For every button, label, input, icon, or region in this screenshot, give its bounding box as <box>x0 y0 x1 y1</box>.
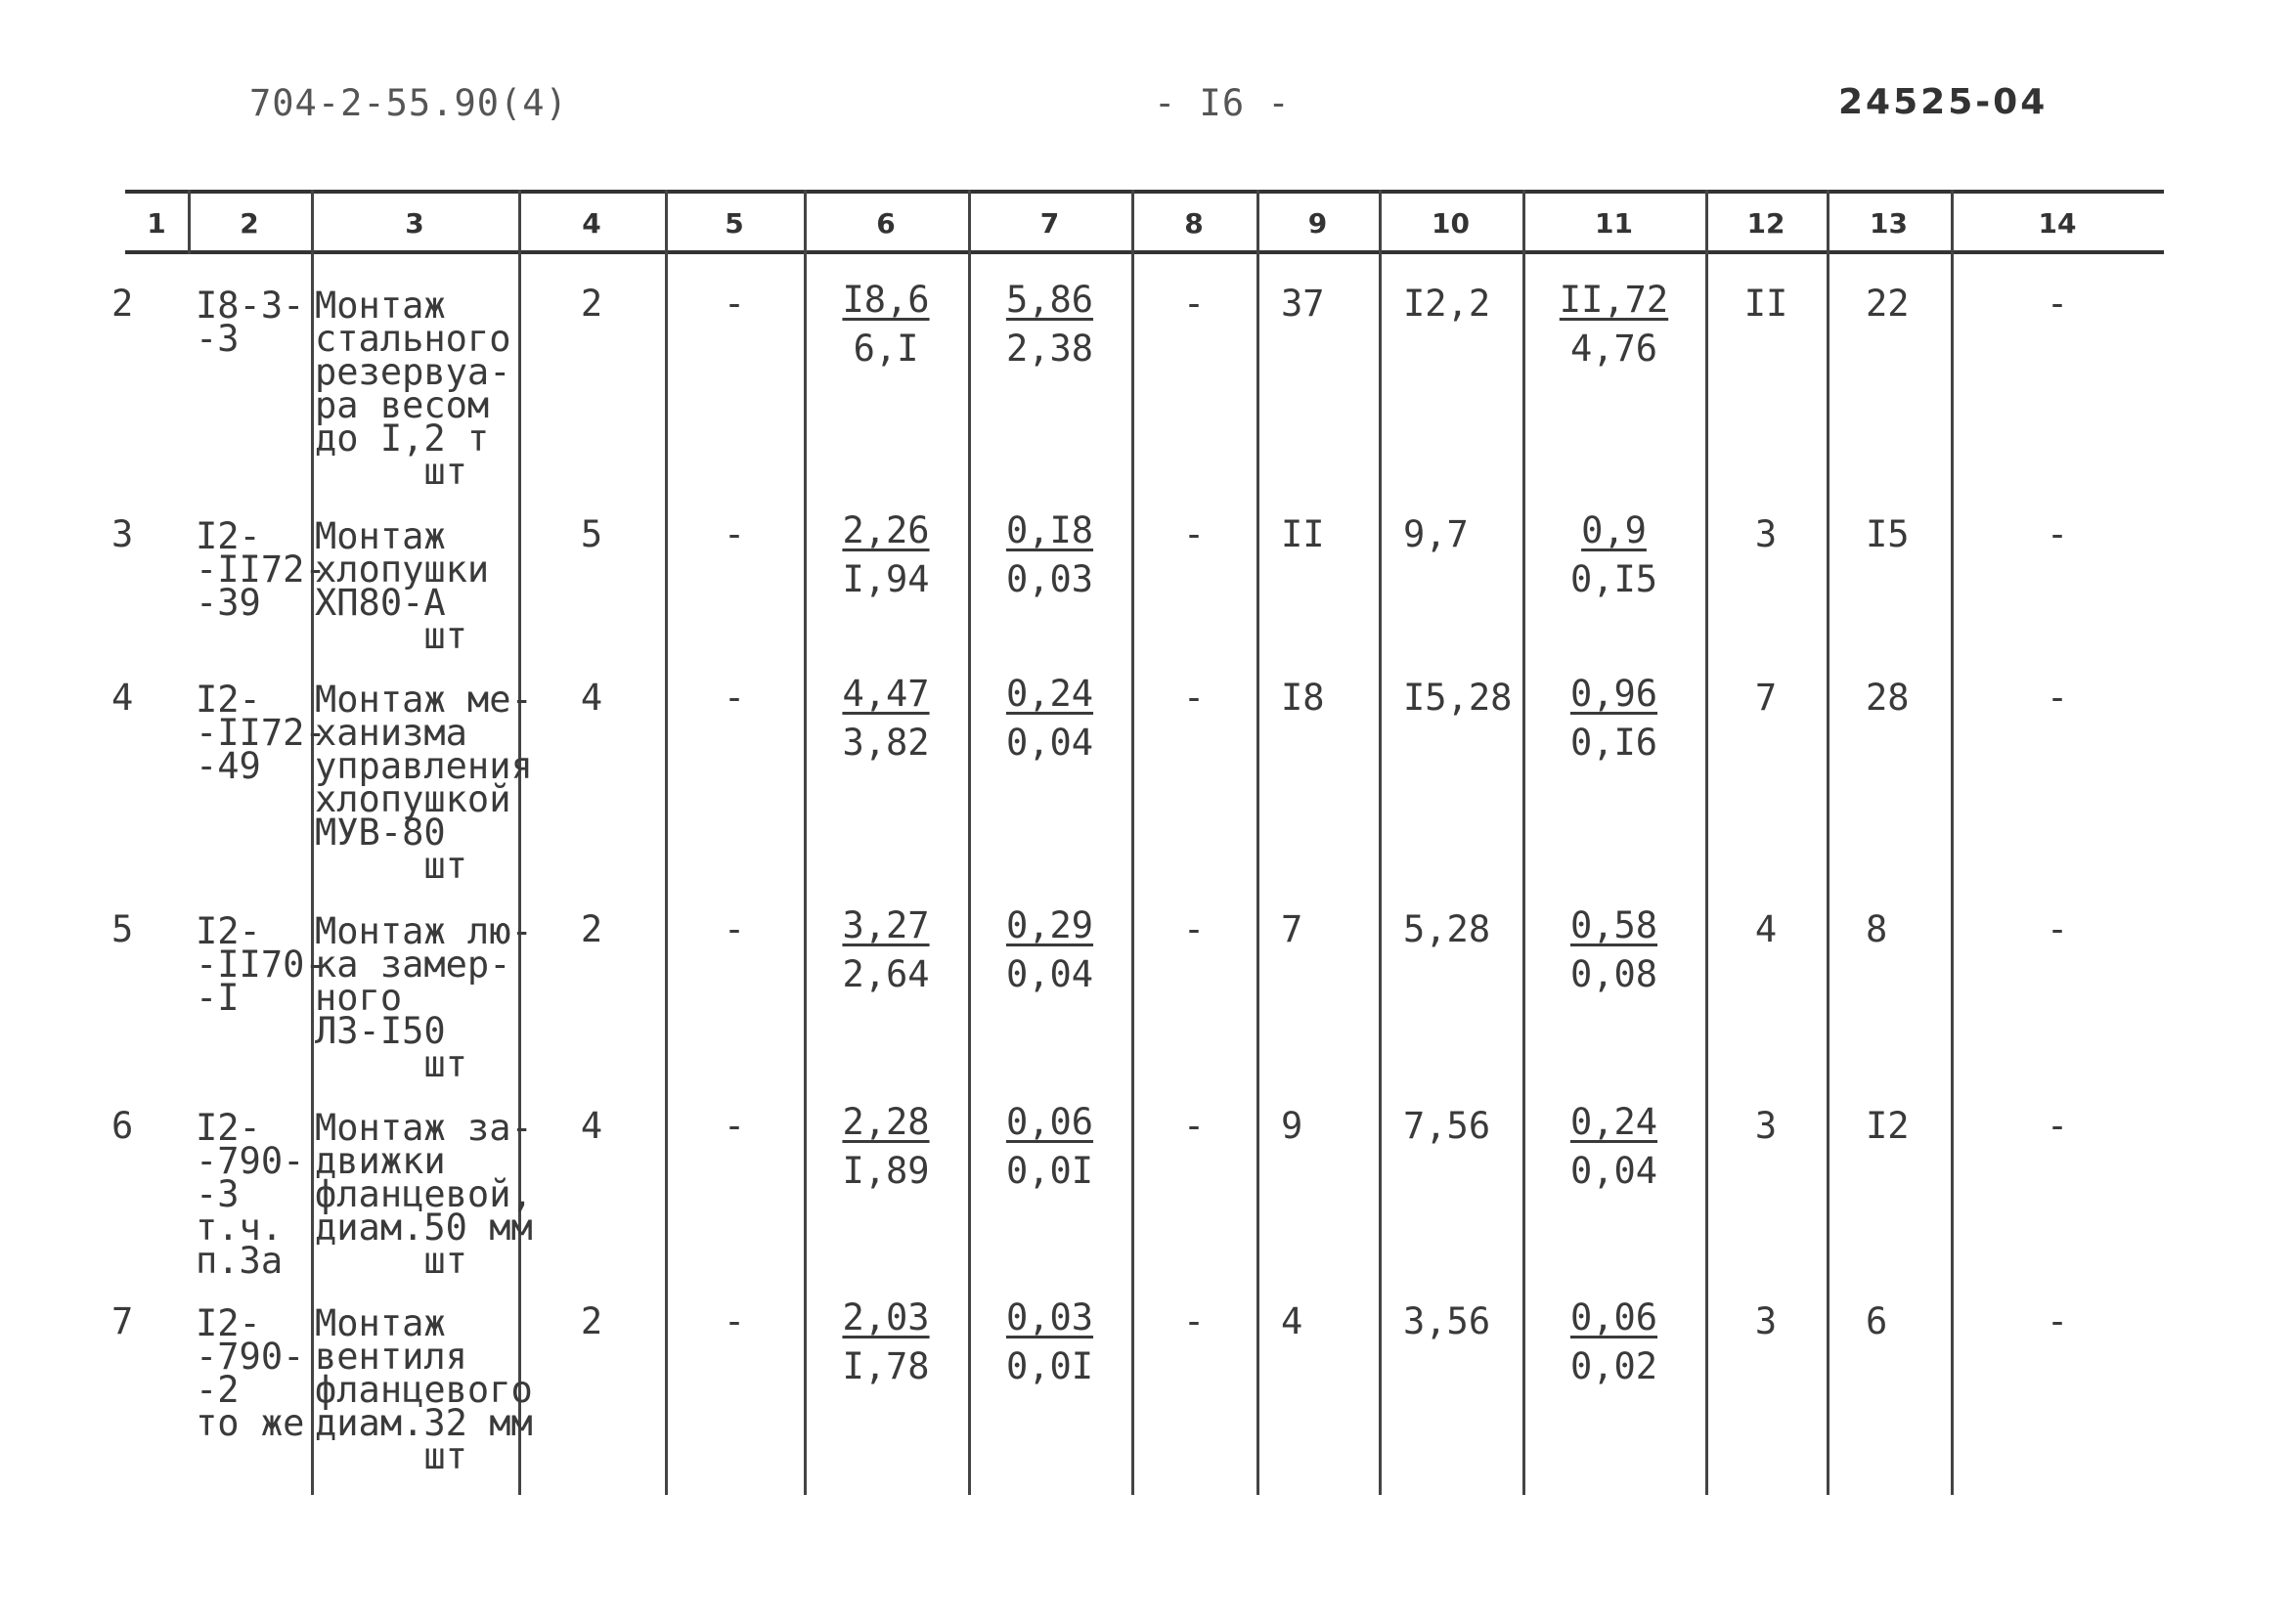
col9-value: 9 <box>1281 1105 1303 1147</box>
col12-value: II <box>1743 283 1788 325</box>
column-number: 2 <box>240 207 259 240</box>
norm-code-line: -3 <box>196 1173 240 1215</box>
column-divider <box>518 190 521 1495</box>
col14-value: - <box>2046 283 2069 325</box>
norm-code-line: -790- <box>196 1140 305 1182</box>
table-top-rule <box>125 190 2164 194</box>
col12-value: 3 <box>1754 1105 1778 1147</box>
column-number: 5 <box>725 207 744 240</box>
col7-fraction-numerator: 0,03 <box>1005 1296 1094 1339</box>
norm-code-line: п.3а <box>196 1240 284 1282</box>
work-description-line: шт <box>315 615 467 657</box>
table-header-rule <box>125 250 2164 254</box>
work-description-line: МУВ-80 <box>315 812 446 854</box>
col8-value: - <box>1182 1300 1206 1342</box>
column-number: 9 <box>1307 207 1328 240</box>
col11-fraction-numerator: 0,58 <box>1569 904 1658 946</box>
col6-fraction <box>804 276 968 373</box>
column-number: 12 <box>1746 207 1785 240</box>
row-number: 5 <box>111 908 134 950</box>
document-code: 704-2-55.90(4) <box>249 82 568 124</box>
col10-value: 9,7 <box>1403 513 1469 555</box>
col11-fraction-numerator: II,72 <box>1559 279 1669 321</box>
col6-fraction-denominator: I,94 <box>842 558 930 600</box>
col8-value: - <box>1182 1105 1206 1147</box>
col6-fraction-numerator: 2,28 <box>842 1101 930 1143</box>
work-description-line: шт <box>315 1240 467 1282</box>
sheet-code: 24525-04 <box>1838 82 2049 122</box>
col6-fraction <box>804 506 968 604</box>
col10-value: I2,2 <box>1403 283 1491 325</box>
col9-value: I8 <box>1281 677 1325 719</box>
col11-fraction <box>1522 901 1705 999</box>
col7-fraction-numerator: 0,06 <box>1005 1101 1094 1143</box>
col6-fraction-numerator: 2,26 <box>842 509 930 551</box>
work-description-line: ного <box>315 977 403 1019</box>
row-number: 3 <box>111 513 134 555</box>
work-description-line: ханизма <box>315 712 467 754</box>
column-divider <box>1827 190 1829 1495</box>
col8-value: - <box>1182 908 1206 950</box>
norm-code-line: -II72- <box>196 549 327 591</box>
col13-value: I5 <box>1866 513 1910 555</box>
col10-value: 5,28 <box>1403 908 1491 950</box>
col13-value: 22 <box>1866 283 1910 325</box>
col6-fraction <box>804 1098 968 1196</box>
column-number: 10 <box>1432 207 1470 240</box>
col12-value: 3 <box>1754 1300 1778 1342</box>
col7-fraction <box>968 1294 1131 1391</box>
row-number: 4 <box>111 677 134 719</box>
col7-fraction-numerator: 0,I8 <box>1005 509 1094 551</box>
col13-value: I2 <box>1866 1105 1910 1147</box>
work-description-line: Монтаж за- <box>315 1107 533 1149</box>
col7-fraction <box>968 670 1131 768</box>
col11-fraction-denominator: 4,76 <box>1569 328 1658 370</box>
col6-fraction <box>804 901 968 999</box>
col7-fraction-denominator: 0,0I <box>1005 1345 1094 1387</box>
column-divider <box>311 190 314 1495</box>
quantity: 2 <box>580 1300 603 1342</box>
row-number: 7 <box>111 1300 134 1342</box>
column-number: 6 <box>876 207 896 240</box>
work-description-line: Монтаж ме- <box>315 679 533 721</box>
col10-value: 3,56 <box>1403 1300 1491 1342</box>
norm-code-line: -II72- <box>196 712 327 754</box>
col5-value: - <box>723 1300 746 1342</box>
quantity: 5 <box>580 513 603 555</box>
column-divider <box>1131 190 1134 1495</box>
column-number: 1 <box>147 207 166 240</box>
col6-fraction-denominator: 2,64 <box>842 953 930 995</box>
row-number: 2 <box>111 283 134 325</box>
col12-value: 4 <box>1754 908 1778 950</box>
col13-value: 6 <box>1866 1300 1888 1342</box>
column-divider <box>1951 190 1954 1495</box>
col11-fraction-numerator: 0,9 <box>1581 509 1647 551</box>
work-description-line: шт <box>315 451 467 493</box>
row-number: 6 <box>111 1105 134 1147</box>
col11-fraction <box>1522 1294 1705 1391</box>
work-description-line: шт <box>315 1043 467 1085</box>
work-description-line: хлопушкой <box>315 778 511 820</box>
col9-value: 7 <box>1281 908 1303 950</box>
norm-code-line: I2- <box>196 515 261 557</box>
col6-fraction-numerator: 2,03 <box>842 1296 930 1339</box>
column-number: 13 <box>1870 207 1908 240</box>
col12-value: 3 <box>1754 513 1778 555</box>
work-description-line: ЛЗ-I50 <box>315 1010 446 1052</box>
col7-fraction-numerator: 0,24 <box>1005 673 1094 715</box>
col8-value: - <box>1182 513 1206 555</box>
col5-value: - <box>723 513 746 555</box>
work-description-line: диам.32 мм <box>315 1402 533 1444</box>
col5-value: - <box>723 677 746 719</box>
quantity: 4 <box>580 677 603 719</box>
col6-fraction-numerator: 3,27 <box>842 904 930 946</box>
work-description-line: вентиля <box>315 1336 467 1378</box>
col14-value: - <box>2046 677 2069 719</box>
column-number: 3 <box>405 207 424 240</box>
norm-code-line: -II70- <box>196 944 327 986</box>
col6-fraction-numerator: 4,47 <box>842 673 930 715</box>
col10-value: 7,56 <box>1403 1105 1491 1147</box>
norm-code-line: I2- <box>196 910 261 952</box>
norm-code-line: -790- <box>196 1336 305 1378</box>
col7-fraction-numerator: 5,86 <box>1005 279 1094 321</box>
work-description-line: резервуа- <box>315 351 511 393</box>
col9-value: 4 <box>1281 1300 1303 1342</box>
work-description-line: шт <box>315 845 467 887</box>
col6-fraction-denominator: 6,I <box>853 328 919 370</box>
column-number: 4 <box>582 207 601 240</box>
norm-code-line: I2- <box>196 679 261 721</box>
norm-code-line: -49 <box>196 745 261 787</box>
norm-code-line: I2- <box>196 1107 261 1149</box>
col11-fraction-denominator: 0,02 <box>1569 1345 1658 1387</box>
col13-value: 8 <box>1866 908 1888 950</box>
work-description-line: стального <box>315 318 511 360</box>
column-number: 7 <box>1039 207 1060 240</box>
norm-code-line: I8-3- <box>196 285 305 327</box>
column-number: 8 <box>1184 207 1204 240</box>
col11-fraction-denominator: 0,I6 <box>1569 722 1658 764</box>
work-description-line: движки <box>315 1140 446 1182</box>
col14-value: - <box>2046 1300 2069 1342</box>
work-description-line: ра весом <box>315 384 490 426</box>
norm-code-line: т.ч. <box>196 1207 284 1249</box>
col11-fraction <box>1522 1098 1705 1196</box>
col11-fraction <box>1522 506 1705 604</box>
col5-value: - <box>723 1105 746 1147</box>
norm-code-line: -39 <box>196 582 261 624</box>
col13-value: 28 <box>1866 677 1910 719</box>
col5-value: - <box>723 283 746 325</box>
quantity: 2 <box>580 283 603 325</box>
col7-fraction-denominator: 2,38 <box>1005 328 1094 370</box>
col14-value: - <box>2046 908 2069 950</box>
norm-code-line: I2- <box>196 1302 261 1344</box>
col11-fraction-denominator: 0,I5 <box>1569 558 1658 600</box>
norm-code-line: -2 <box>196 1369 240 1411</box>
work-description-line: хлопушки <box>315 549 490 591</box>
col9-value: 37 <box>1281 283 1325 325</box>
col7-fraction-denominator: 0,04 <box>1005 722 1094 764</box>
col14-value: - <box>2046 1105 2069 1147</box>
col6-fraction-denominator: I,78 <box>842 1345 930 1387</box>
col14-value: - <box>2046 513 2069 555</box>
col6-fraction <box>804 670 968 768</box>
col12-value: 7 <box>1754 677 1778 719</box>
page-number: - I6 - <box>1154 82 1291 124</box>
work-description-line: диам.50 мм <box>315 1207 533 1249</box>
work-description-line: Монтаж <box>315 285 446 327</box>
col7-fraction <box>968 276 1131 373</box>
col11-fraction <box>1522 670 1705 768</box>
quantity: 4 <box>580 1105 603 1147</box>
col7-fraction <box>968 506 1131 604</box>
column-divider <box>1256 190 1259 1495</box>
work-description-line: шт <box>315 1435 467 1477</box>
work-description-line: Монтаж <box>315 1302 446 1344</box>
column-number: 11 <box>1595 207 1633 240</box>
col6-fraction-denominator: I,89 <box>842 1150 930 1192</box>
col11-fraction-denominator: 0,04 <box>1569 1150 1658 1192</box>
col11-fraction-numerator: 0,06 <box>1569 1296 1658 1339</box>
work-description-line: ка замер- <box>315 944 511 986</box>
norm-code-line: -I <box>196 977 240 1019</box>
col8-value: - <box>1182 677 1206 719</box>
col7-fraction <box>968 1098 1131 1196</box>
column-divider <box>1705 190 1708 1495</box>
work-description-line: до I,2 т <box>315 417 490 460</box>
work-description-line: ХП80-А <box>315 582 446 624</box>
column-divider <box>1379 190 1382 1495</box>
norm-code-line: -3 <box>196 318 240 360</box>
work-description-line: управления <box>315 745 533 787</box>
col7-fraction <box>968 901 1131 999</box>
col8-value: - <box>1182 283 1206 325</box>
col11-fraction <box>1522 276 1705 373</box>
work-description-line: фланцевой, <box>315 1173 533 1215</box>
column-divider <box>665 190 668 1495</box>
col10-value: I5,28 <box>1403 677 1513 719</box>
col6-fraction-denominator: 3,82 <box>842 722 930 764</box>
col7-fraction-denominator: 0,04 <box>1005 953 1094 995</box>
quantity: 2 <box>580 908 603 950</box>
work-description-line: Монтаж лю- <box>315 910 533 952</box>
col9-value: II <box>1281 513 1325 555</box>
col11-fraction-denominator: 0,08 <box>1569 953 1658 995</box>
work-description-line: Монтаж <box>315 515 446 557</box>
col7-fraction-numerator: 0,29 <box>1005 904 1094 946</box>
col11-fraction-numerator: 0,24 <box>1569 1101 1658 1143</box>
col11-fraction-numerator: 0,96 <box>1569 673 1658 715</box>
col5-value: - <box>723 908 746 950</box>
col7-fraction-denominator: 0,0I <box>1005 1150 1094 1192</box>
work-description-line: фланцевого <box>315 1369 533 1411</box>
col6-fraction <box>804 1294 968 1391</box>
norm-code-line: то же <box>196 1402 305 1444</box>
col6-fraction-numerator: I8,6 <box>842 279 930 321</box>
col7-fraction-denominator: 0,03 <box>1005 558 1094 600</box>
column-number: 14 <box>2038 207 2077 240</box>
